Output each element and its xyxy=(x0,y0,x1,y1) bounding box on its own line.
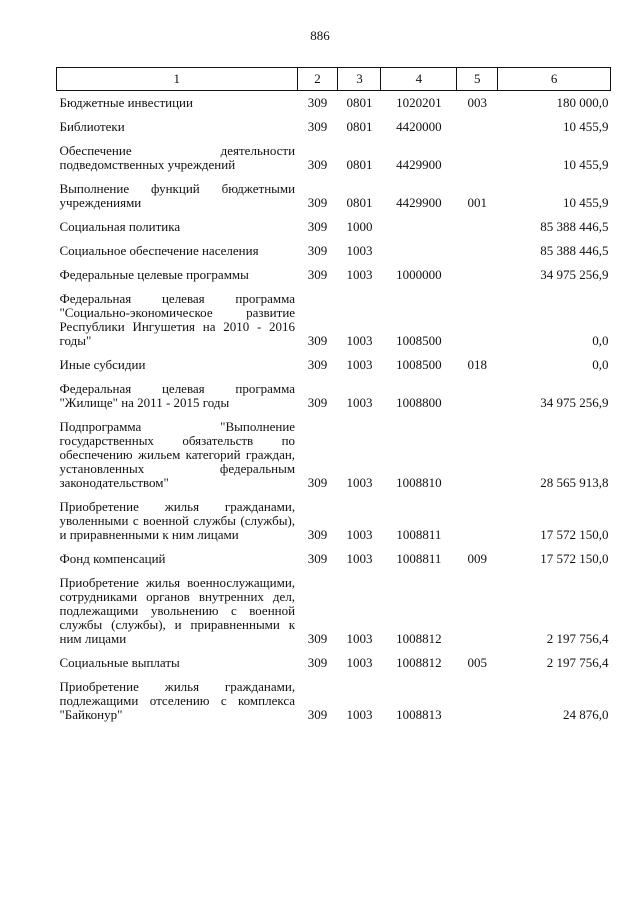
row-col-3: 1000 xyxy=(346,219,373,234)
row-name: Библиотеки xyxy=(59,119,125,134)
row-amount: 85 388 446,5 xyxy=(540,243,609,258)
row-col-2: 309 xyxy=(307,395,328,410)
row-col-5: 018 xyxy=(467,357,488,372)
header-row xyxy=(57,68,611,91)
row-name: Федеральная целевая программа "Жилище" на 2011 - 2015 годы xyxy=(59,381,296,410)
row-col-2: 309 xyxy=(307,119,328,134)
row-name: Обеспечение деятельности подведомственных учреждений xyxy=(59,143,296,172)
table-row xyxy=(57,115,611,139)
row-col-5 xyxy=(457,495,498,547)
column-header-2: 2 xyxy=(297,68,338,91)
row-col-3: 1003 xyxy=(346,333,373,348)
row-amount: 0,0 xyxy=(592,357,609,372)
row-amount: 28 565 913,8 xyxy=(540,475,609,490)
row-name: Социальная политика xyxy=(59,219,181,234)
row-col-5 xyxy=(457,675,498,727)
row-col-4 xyxy=(381,239,457,263)
table-row xyxy=(57,91,611,116)
row-amount: 2 197 756,4 xyxy=(546,631,609,646)
row-amount: 10 455,9 xyxy=(563,157,609,172)
table-row xyxy=(57,675,611,727)
row-amount: 10 455,9 xyxy=(563,119,609,134)
row-name: Социальное обеспечение населения xyxy=(59,243,259,258)
row-col-2: 309 xyxy=(307,475,328,490)
row-col-5 xyxy=(457,263,498,287)
row-col-3: 1003 xyxy=(346,267,373,282)
row-col-2: 309 xyxy=(307,157,328,172)
row-col-5 xyxy=(457,415,498,495)
row-col-4: 1008812 xyxy=(396,631,442,646)
table-row xyxy=(57,215,611,239)
row-col-3: 1003 xyxy=(346,707,373,722)
row-col-5 xyxy=(457,239,498,263)
row-col-2: 309 xyxy=(307,243,328,258)
row-col-5 xyxy=(457,215,498,239)
table-row xyxy=(57,263,611,287)
row-col-2: 309 xyxy=(307,357,328,372)
row-col-2: 309 xyxy=(307,707,328,722)
column-header-6: 6 xyxy=(498,68,611,91)
row-col-5 xyxy=(457,139,498,177)
row-amount: 0,0 xyxy=(592,333,609,348)
row-name: Приобретение жилья гражданами, подлежащими отселению с комплекса "Байконур" xyxy=(59,679,296,722)
table-row xyxy=(57,495,611,547)
row-amount: 34 975 256,9 xyxy=(540,267,609,282)
table-row xyxy=(57,139,611,177)
row-col-5 xyxy=(457,287,498,353)
table-body xyxy=(57,91,611,728)
row-col-5 xyxy=(457,377,498,415)
row-col-3: 1003 xyxy=(346,655,373,670)
row-col-4 xyxy=(381,215,457,239)
row-col-4: 1020201 xyxy=(396,95,442,110)
table-row xyxy=(57,377,611,415)
budget-table xyxy=(56,67,611,727)
row-col-3: 1003 xyxy=(346,631,373,646)
row-col-5: 001 xyxy=(467,195,488,210)
row-amount: 180 000,0 xyxy=(556,95,609,110)
row-col-4: 1008500 xyxy=(396,357,442,372)
row-col-4: 4429900 xyxy=(396,195,442,210)
row-col-4: 1008811 xyxy=(396,527,442,542)
row-col-3: 1003 xyxy=(346,475,373,490)
row-col-3: 1003 xyxy=(346,551,373,566)
column-header-4: 4 xyxy=(381,68,457,91)
row-amount: 17 572 150,0 xyxy=(540,527,609,542)
row-col-5 xyxy=(457,115,498,139)
row-col-3: 1003 xyxy=(346,527,373,542)
row-amount: 10 455,9 xyxy=(563,195,609,210)
row-name: Приобретение жилья гражданами, уволенными с военной службы (службы), и приравненными к ним лицами xyxy=(59,499,296,542)
row-col-2: 309 xyxy=(307,267,328,282)
row-col-3: 0801 xyxy=(346,119,373,134)
row-col-4: 1008812 xyxy=(396,655,442,670)
row-amount: 17 572 150,0 xyxy=(540,551,609,566)
row-col-2: 309 xyxy=(307,631,328,646)
row-col-2: 309 xyxy=(307,655,328,670)
row-name: Подпрограмма "Выполнение государственных обязательств по обеспечению жильем категорий граждан, установленных федеральным законодательством" xyxy=(59,419,296,490)
row-name: Фонд компенсаций xyxy=(59,551,166,566)
row-col-3: 1003 xyxy=(346,395,373,410)
table-row xyxy=(57,353,611,377)
row-name: Федеральные целевые программы xyxy=(59,267,249,282)
row-col-5: 003 xyxy=(467,95,488,110)
row-amount: 24 876,0 xyxy=(563,707,609,722)
table-row xyxy=(57,287,611,353)
row-col-2: 309 xyxy=(307,95,328,110)
row-col-2: 309 xyxy=(307,195,328,210)
column-header-5: 5 xyxy=(457,68,498,91)
row-col-2: 309 xyxy=(307,219,328,234)
row-amount: 85 388 446,5 xyxy=(540,219,609,234)
row-name: Выполнение функций бюджетными учреждениями xyxy=(59,181,296,210)
row-col-4: 4420000 xyxy=(396,119,442,134)
row-col-4: 1000000 xyxy=(396,267,442,282)
row-col-2: 309 xyxy=(307,333,328,348)
column-header-3: 3 xyxy=(338,68,381,91)
row-name: Федеральная целевая программа "Социально-экономическое развитие Республики Ингушетия на 2010 - 2016 годы" xyxy=(59,291,296,348)
row-col-3: 0801 xyxy=(346,195,373,210)
row-name: Иные субсидии xyxy=(59,357,146,372)
row-col-4: 1008800 xyxy=(396,395,442,410)
row-col-4: 1008810 xyxy=(396,475,442,490)
table-row xyxy=(57,177,611,215)
row-col-4: 1008811 xyxy=(396,551,442,566)
row-col-4: 1008500 xyxy=(396,333,442,348)
table-row xyxy=(57,651,611,675)
row-col-4: 1008813 xyxy=(396,707,442,722)
row-col-3: 1003 xyxy=(346,243,373,258)
row-col-2: 309 xyxy=(307,551,328,566)
row-col-3: 0801 xyxy=(346,95,373,110)
row-col-5: 009 xyxy=(467,551,488,566)
row-amount: 2 197 756,4 xyxy=(546,655,609,670)
row-col-5: 005 xyxy=(467,655,488,670)
row-name: Бюджетные инвестиции xyxy=(59,95,193,110)
row-col-5 xyxy=(457,571,498,651)
page-number: 886 xyxy=(310,28,330,43)
row-col-4: 4429900 xyxy=(396,157,442,172)
row-name: Социальные выплаты xyxy=(59,655,180,670)
table-row xyxy=(57,415,611,495)
table-row xyxy=(57,547,611,571)
row-col-3: 1003 xyxy=(346,357,373,372)
table-row xyxy=(57,571,611,651)
column-header-1: 1 xyxy=(57,68,298,91)
row-amount: 34 975 256,9 xyxy=(540,395,609,410)
row-col-2: 309 xyxy=(307,527,328,542)
row-name: Приобретение жилья военнослужащими, сотрудниками органов внутренних дел, подлежащими увольнению с военной службы (службы), и приравненными к ним лицами xyxy=(59,575,296,646)
row-col-3: 0801 xyxy=(346,157,373,172)
table-row xyxy=(57,239,611,263)
table-header xyxy=(57,68,611,91)
